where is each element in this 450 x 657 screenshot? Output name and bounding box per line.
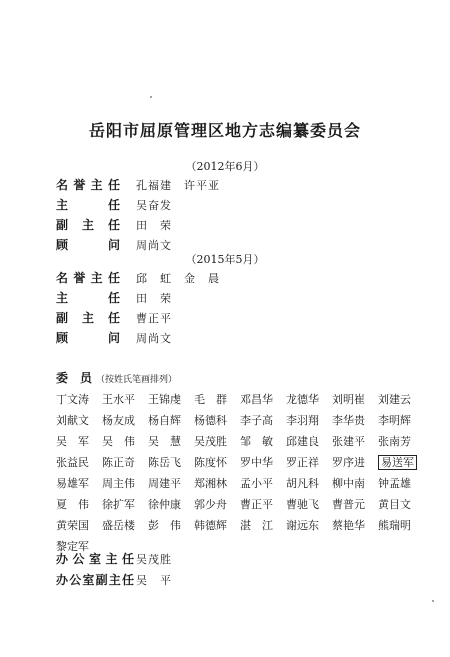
member-name-text: 柳中南 [332, 477, 365, 490]
member-name [378, 515, 424, 536]
member-name-text: 周主伟 [102, 477, 135, 490]
member-name-text: 吴 慧 [148, 435, 181, 448]
member-name-text: 罗正祥 [286, 456, 319, 469]
role-label: 名誉主任 [56, 271, 120, 285]
member-name-text: 张建平 [332, 435, 365, 448]
member-name [378, 494, 424, 515]
role-label: 名誉主任 [56, 178, 120, 192]
member-name [378, 389, 424, 410]
member-name [240, 410, 286, 431]
member-name [240, 473, 286, 494]
member-name-text: 郑湘林 [194, 477, 227, 490]
member-name-text: 邓昌华 [240, 393, 273, 406]
member-row [56, 452, 426, 473]
role-row [56, 195, 172, 213]
member-row [56, 473, 426, 494]
member-name-text: 杨德科 [194, 414, 227, 427]
member-name [378, 452, 424, 473]
member-name-text: 易雄军 [56, 477, 89, 490]
member-name-text: 丁文涛 [56, 393, 89, 406]
member-name [148, 410, 194, 431]
office-director-names: 吴茂胜 [136, 553, 172, 566]
page-title: 岳阳市屈原管理区地方志编纂委员会 [88, 121, 361, 140]
member-name-text: 孟小平 [240, 477, 273, 490]
member-name [378, 410, 424, 431]
member-name-text: 王锦虔 [148, 393, 181, 406]
member-name-text: 张南芳 [378, 435, 411, 448]
member-name [56, 473, 102, 494]
member-name [102, 452, 148, 473]
member-name [148, 389, 194, 410]
member-name [286, 494, 332, 515]
member-row [56, 431, 426, 452]
member-name [332, 515, 378, 536]
role-names: 邱 虹 金 晨 [136, 272, 220, 285]
members-note: （按姓氏笔画排列） [96, 375, 178, 385]
members-heading [56, 368, 177, 386]
role-label: 顾 问 [56, 238, 120, 252]
scan-speck [432, 600, 434, 602]
member-name [332, 410, 378, 431]
office-deputy-names: 吴 平 [136, 574, 172, 587]
member-name [56, 410, 102, 431]
members-label: 委 员 [56, 371, 93, 385]
member-name-text: 吴 军 [56, 435, 89, 448]
member-name [194, 494, 240, 515]
member-name [332, 494, 378, 515]
office-director-row [56, 549, 172, 567]
member-name-text: 刘献文 [56, 414, 89, 427]
role-names: 田 荣 [136, 219, 172, 232]
role-names: 吴奋发 [136, 199, 172, 212]
member-name [194, 473, 240, 494]
office-deputy-row [56, 570, 172, 588]
member-name [332, 431, 378, 452]
role-label: 副主任 [56, 311, 120, 325]
member-name-text: 毛 群 [194, 393, 227, 406]
member-name-text: 曹正平 [240, 498, 273, 511]
member-name [148, 473, 194, 494]
member-name-text: 杨自辉 [148, 414, 181, 427]
role-row [56, 215, 172, 233]
member-name-text: 湛 江 [240, 519, 273, 532]
member-name [332, 452, 378, 473]
member-name-text: 李华贵 [332, 414, 365, 427]
member-name-text: 邹 敏 [240, 435, 273, 448]
date-2015: （2015年5月） [185, 253, 265, 266]
member-name-text: 吴茂胜 [194, 435, 227, 448]
role-names: 孔福建 许平亚 [136, 179, 220, 192]
member-name-text: 罗序进 [332, 456, 365, 469]
role-names: 曹正平 [136, 312, 172, 325]
scan-speck [150, 96, 152, 98]
member-name-text: 周建平 [148, 477, 181, 490]
role-names: 周尚文 [136, 332, 172, 345]
member-name [56, 452, 102, 473]
member-name-text: 李羽翔 [286, 414, 319, 427]
member-name [148, 494, 194, 515]
member-name-text: 钟孟雄 [378, 477, 411, 490]
role-row [56, 328, 172, 346]
member-row [56, 494, 426, 515]
member-name [194, 410, 240, 431]
member-name [56, 431, 102, 452]
member-name-text: 陈岳飞 [148, 456, 181, 469]
role-row [56, 175, 220, 193]
member-name-text: 陈度怀 [194, 456, 227, 469]
role-label: 顾 问 [56, 331, 120, 345]
member-name-text: 黎定军 [56, 540, 89, 553]
members-list [56, 389, 426, 557]
member-name [148, 431, 194, 452]
member-name-text: 张益民 [56, 456, 89, 469]
member-name-text: 易送军 [378, 455, 417, 470]
member-name-text: 李子高 [240, 414, 273, 427]
member-name [286, 473, 332, 494]
member-name [102, 473, 148, 494]
date-2012: （2012年6月） [185, 160, 265, 173]
member-name-text: 陈正奇 [102, 456, 135, 469]
member-name-text: 黄目文 [378, 498, 411, 511]
role-row [56, 308, 172, 326]
member-name [102, 410, 148, 431]
member-name [286, 410, 332, 431]
member-name-text: 盛岳楼 [102, 519, 135, 532]
member-name-text: 徐扩军 [102, 498, 135, 511]
member-name [194, 431, 240, 452]
member-name [240, 389, 286, 410]
member-name [148, 515, 194, 536]
member-name [240, 515, 286, 536]
member-name [194, 452, 240, 473]
member-row [56, 410, 426, 431]
member-name-text: 蔡艳华 [332, 519, 365, 532]
member-name-text: 彭 伟 [148, 519, 181, 532]
member-name-text: 韩德辉 [194, 519, 227, 532]
office-deputy-label: 办公室副主任 [56, 573, 134, 587]
member-row [56, 515, 426, 536]
member-name-text: 刘建云 [378, 393, 411, 406]
member-name-text: 龙德华 [286, 393, 319, 406]
member-name [194, 515, 240, 536]
member-name [102, 389, 148, 410]
member-name [56, 515, 102, 536]
member-name [286, 515, 332, 536]
member-name-text: 罗中华 [240, 456, 273, 469]
member-name-text: 曹驰飞 [286, 498, 319, 511]
member-name-text: 夏 伟 [56, 498, 89, 511]
member-name [194, 389, 240, 410]
member-name-text: 曹普元 [332, 498, 365, 511]
member-name [378, 473, 424, 494]
member-name-text: 李明辉 [378, 414, 411, 427]
role-names: 周尚文 [136, 239, 172, 252]
member-row [56, 389, 426, 410]
role-label: 副主任 [56, 218, 120, 232]
member-name [240, 431, 286, 452]
member-name [102, 515, 148, 536]
member-name-text: 谢远东 [286, 519, 319, 532]
role-row [56, 268, 220, 286]
member-name-text: 刘明崔 [332, 393, 365, 406]
member-name-text: 郭少舟 [194, 498, 227, 511]
member-name-text: 王水平 [102, 393, 135, 406]
role-row [56, 288, 172, 306]
member-name [378, 431, 424, 452]
member-name [332, 389, 378, 410]
member-name-text: 熊瑞明 [378, 519, 411, 532]
member-name [240, 494, 286, 515]
member-name [286, 389, 332, 410]
office-director-label: 办公室主任 [56, 552, 134, 566]
member-name [148, 452, 194, 473]
member-name [102, 494, 148, 515]
member-name [102, 431, 148, 452]
member-name [286, 431, 332, 452]
member-name-text: 邱建良 [286, 435, 319, 448]
member-name [56, 494, 102, 515]
role-label: 主 任 [56, 291, 120, 305]
member-name-text: 杨友成 [102, 414, 135, 427]
role-names: 田 荣 [136, 292, 172, 305]
member-name-text: 黄荣国 [56, 519, 89, 532]
member-name-text: 吴 伟 [102, 435, 135, 448]
member-name-text: 胡凡科 [286, 477, 319, 490]
member-name [332, 473, 378, 494]
member-name [56, 389, 102, 410]
member-name [240, 452, 286, 473]
member-name-text: 徐仲康 [148, 498, 181, 511]
member-name [286, 452, 332, 473]
role-label: 主 任 [56, 198, 120, 212]
